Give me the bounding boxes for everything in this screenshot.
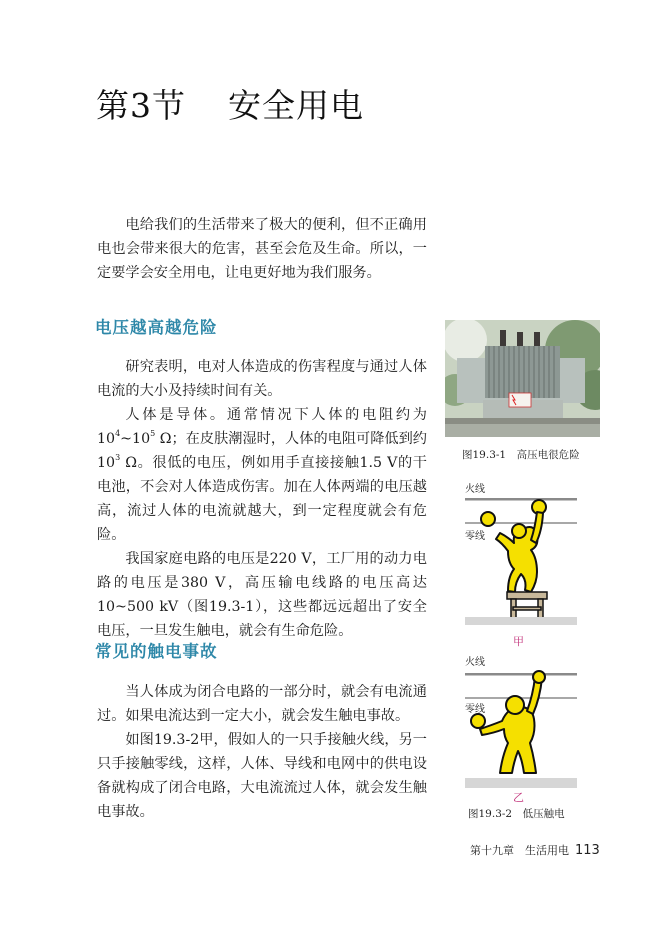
section-voltage-body (97, 355, 427, 643)
figure-touch-both-wires (465, 490, 580, 625)
section-title (96, 80, 364, 127)
page-footer (470, 842, 600, 858)
paragraph: 研究表明，电对人体造成的伤害程度与通过人体电流的大小及持续时间有关。 (97, 359, 427, 399)
paragraph: 当人体成为闭合电路的一部分时，就会有电流通过。如果电流达到一定大小，就会发生触电事故。 (97, 684, 427, 724)
live-wire-label-a: 火线 (465, 484, 485, 495)
heading-common-accidents: 常见的触电事故 (95, 642, 218, 661)
section-number: 第3节 (96, 86, 186, 125)
live-wire-label-b: 火线 (465, 657, 485, 668)
figure-caption-1: 图19.3-1 高压电很危险 (462, 449, 580, 461)
figure-label-yi: 乙 (513, 791, 524, 804)
heading-voltage-danger: 电压越高越危险 (95, 318, 218, 337)
transformer-photo (445, 320, 600, 437)
figure-label-jia: 甲 (513, 635, 524, 648)
figure-touch-live-wire (465, 665, 580, 790)
paragraph-resistance: 人体是导体。通常情况下人体的电阻约为$10^4\sim 10^5$ Ω；在皮肤潮湿时，人体的电阻可降低到约$10^3$ Ω。很低的电压，例如用手直接接触1.5 V的干电池，不会对人体造成伤害。加在人体两端的电压越高，流过人体的电流就越大，到一定程度就会有危险。 (97, 407, 427, 543)
section-accidents-body (97, 680, 427, 824)
chapter-title: 第十九章 生活用电 (470, 844, 569, 857)
section-title-text: 安全用电 (228, 86, 364, 125)
neutral-wire-label-a: 零线 (465, 531, 485, 542)
figure-caption-2: 图19.3-2 低压触电 (468, 808, 565, 820)
paragraph: 我国家庭电路的电压是220 V，工厂用的动力电路的电压是380 V，高压输电线路的电压高达10~500 kV（图19.3-1），这些都远远超出了安全电压，一旦发生触电，就会有生命危险。 (97, 551, 427, 639)
page-number: 113 (575, 843, 600, 858)
paragraph: 如图19.3-2甲，假如人的一只手接触火线，另一只手接触零线，这样，人体、导线和电网中的供电设备就构成了闭合电路，大电流流过人体，就会发生触电事故。 (97, 732, 427, 820)
neutral-wire-label-b: 零线 (465, 704, 485, 715)
intro-paragraph: 电给我们的生活带来了极大的便利，但不正确用电也会带来很大的危害，甚至会危及生命。所以，一定要学会安全用电，让电更好地为我们服务。 (97, 217, 427, 281)
